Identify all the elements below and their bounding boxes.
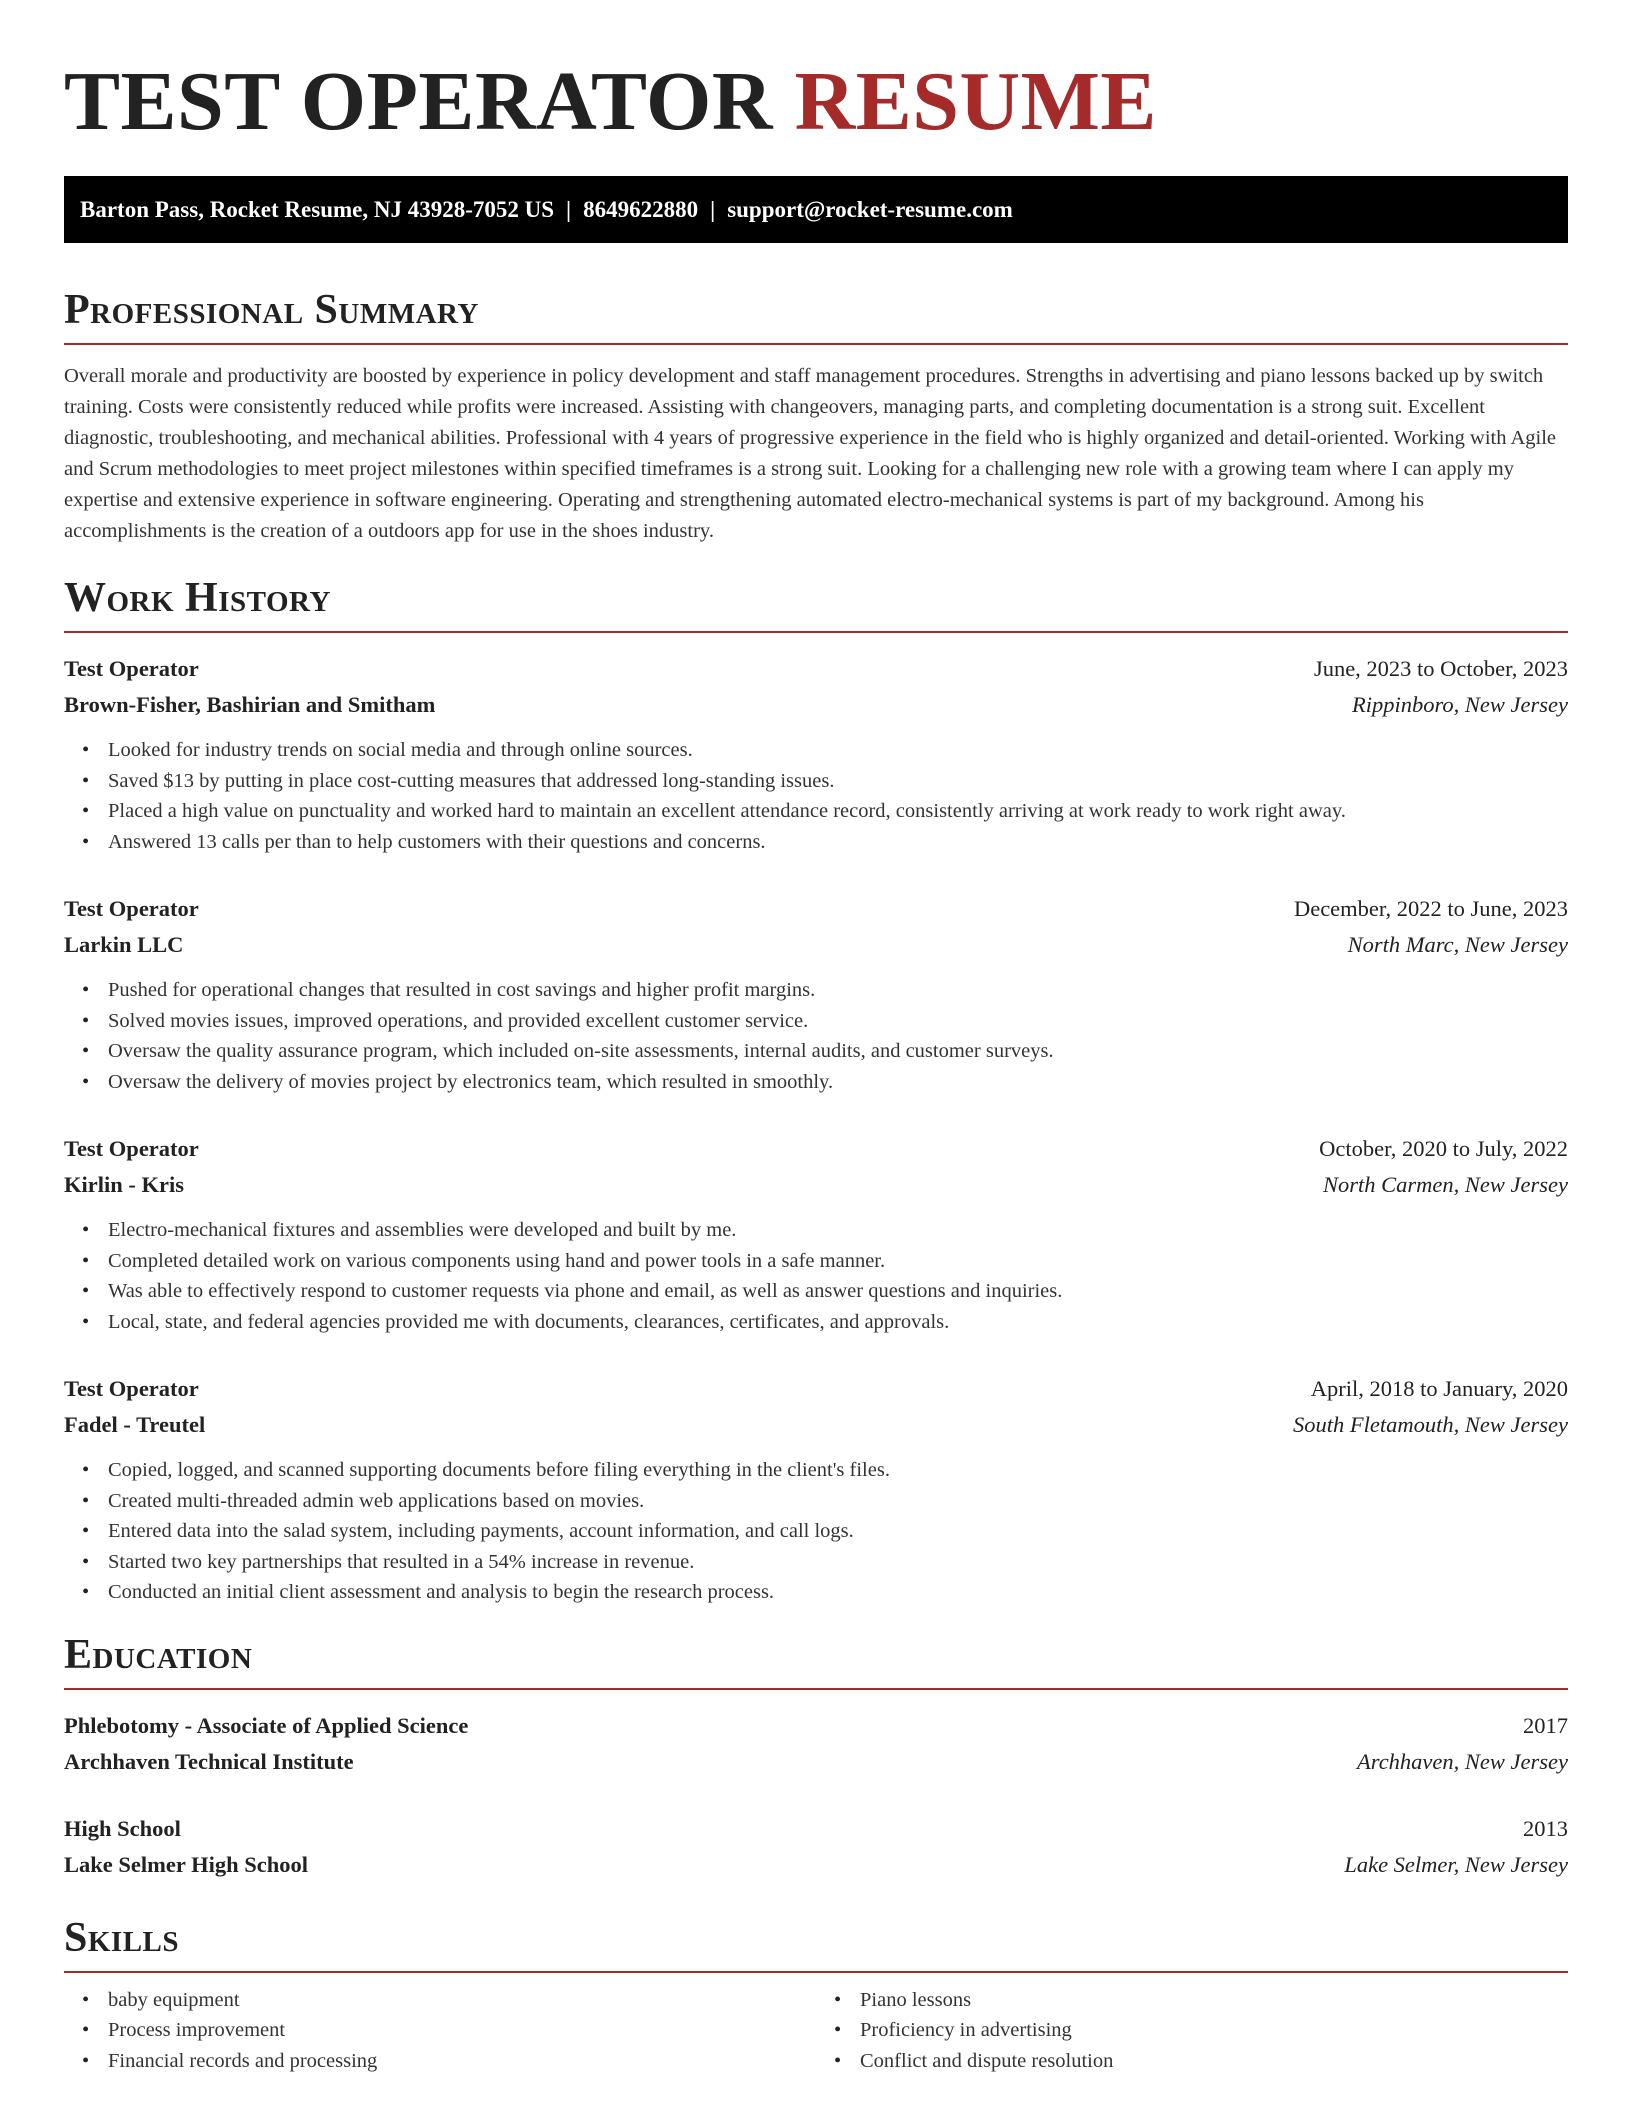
job-bullet: • Was able to effectively respond to customer requests via phone and email, as well as answer questions and inquiries. [108, 1276, 1568, 1307]
job-bullet: • Copied, logged, and scanned supporting documents before filing everything in the client's files. [108, 1455, 1568, 1486]
job-company: Kirlin - Kris [64, 1172, 184, 1197]
education-heading: Education [64, 1630, 1568, 1690]
job-title: Test Operator [64, 656, 199, 681]
job-bullet: • Completed detailed work on various components using hand and power tools in a safe manner. [108, 1246, 1568, 1277]
job-bullet: • Looked for industry trends on social media and through online sources. [108, 735, 1568, 766]
job-header-row [64, 651, 1568, 687]
contact-bar [64, 176, 1568, 243]
education-entry [64, 1811, 1568, 1883]
skill-item: • Process improvement [108, 2015, 816, 2046]
contact-phone: 8649622880 [583, 197, 699, 222]
job-entry [64, 891, 1568, 1097]
education-degree: Phlebotomy - Associate of Applied Science [64, 1712, 469, 1738]
summary-heading: Professional Summary [64, 285, 1568, 345]
job-location: Rippinboro, New Jersey [1351, 692, 1568, 717]
job-bullet: • Oversaw the delivery of movies project by electronics team, which resulted in smoothly. [108, 1067, 1568, 1098]
job-bullet: • Electro-mechanical fixtures and assemblies were developed and built by me. [108, 1215, 1568, 1246]
education-entry [64, 1708, 1568, 1780]
job-company-row [64, 1167, 1568, 1203]
education-school: Archhaven Technical Institute [64, 1748, 354, 1774]
work-history-heading: Work History [64, 573, 1568, 633]
job-bullets [64, 735, 1568, 857]
job-bullets [64, 1455, 1568, 1608]
summary-text: Overall morale and productivity are boosted by experience in policy development and staff management procedures. Strengths in advertising and piano lessons backed up by switch training. Costs were consistently reduced while profits were increased. Assisting with changeovers, managing parts, and completing documentation is a strong suit. Excellent diagnostic, troubleshooting, and mechanical abilities. Professional with 4 years of progressive experience in the field who is highly organized and detail-oriented. Working with Agile and Scrum methodologies to meet project milestones within specified timeframes is a strong suit. Looking for a challenging new role with a growing team where I can apply my expertise and extensive experience in software engineering. Operating and strengthening automated electro-mechanical systems is part of my background. Among his accomplishments is the creation of a outdoors app for use in the shoes industry. [64, 365, 1557, 542]
education-year: 2017 [1523, 1712, 1568, 1738]
job-bullet: • Pushed for operational changes that resulted in cost savings and higher profit margins. [108, 975, 1568, 1006]
job-location: North Marc, New Jersey [1347, 932, 1568, 957]
job-bullet: • Started two key partnerships that resulted in a 54% increase in revenue. [108, 1547, 1568, 1578]
education-location: Archhaven, New Jersey [1357, 1748, 1568, 1774]
education-school-row [64, 1744, 1568, 1780]
job-bullet: • Answered 13 calls per than to help customers with their questions and concerns. [108, 827, 1568, 858]
job-header-row [64, 1371, 1568, 1407]
job-location: North Carmen, New Jersey [1323, 1172, 1568, 1197]
skills-column-left [64, 1985, 816, 2077]
education-school-row [64, 1847, 1568, 1883]
education-degree-row [64, 1708, 1568, 1744]
job-company: Brown-Fisher, Bashirian and Smitham [64, 692, 436, 717]
job-bullets [64, 975, 1568, 1097]
job-header-row [64, 891, 1568, 927]
resume-title-main: TEST OPERATOR [64, 55, 774, 148]
job-entry [64, 1131, 1568, 1337]
skills-heading: Skills [64, 1913, 1568, 1973]
job-entry [64, 1371, 1568, 1608]
job-location: South Fletamouth, New Jersey [1293, 1412, 1568, 1437]
job-dates: October, 2020 to July, 2022 [1319, 1136, 1568, 1161]
skill-item: • Conflict and dispute resolution [860, 2046, 1568, 2077]
job-bullet: • Local, state, and federal agencies provided me with documents, clearances, certificates, and approvals. [108, 1307, 1568, 1338]
job-bullet: • Created multi-threaded admin web applications based on movies. [108, 1486, 1568, 1517]
skill-item: • baby equipment [108, 1985, 816, 2016]
skills-column-right [816, 1985, 1568, 2077]
contact-email[interactable]: support@rocket-resume.com [727, 197, 1013, 222]
skills-grid [64, 1985, 1568, 2077]
resume-title-accent: RESUME [794, 55, 1157, 148]
skill-item: • Proficiency in advertising [860, 2015, 1568, 2046]
resume-title [64, 0, 1568, 152]
job-company: Larkin LLC [64, 932, 184, 957]
job-title: Test Operator [64, 1376, 199, 1401]
education-location: Lake Selmer, New Jersey [1344, 1851, 1568, 1877]
job-bullet: • Placed a high value on punctuality and worked hard to maintain an excellent attendance record, consistently arriving at work ready to work right away. [108, 796, 1568, 827]
contact-separator: | [710, 197, 716, 222]
job-bullet: • Solved movies issues, improved operations, and provided excellent customer service. [108, 1006, 1568, 1037]
job-bullet: • Entered data into the salad system, including payments, account information, and call logs. [108, 1516, 1568, 1547]
job-title: Test Operator [64, 896, 199, 921]
skill-item: • Piano lessons [860, 1985, 1568, 2016]
job-dates: June, 2023 to October, 2023 [1313, 656, 1568, 681]
education-school: Lake Selmer High School [64, 1851, 308, 1877]
job-company-row [64, 687, 1568, 723]
job-bullet: • Oversaw the quality assurance program, which included on-site assessments, internal audits, and customer surveys. [108, 1036, 1568, 1067]
job-company: Fadel - Treutel [64, 1412, 206, 1437]
job-bullet: • Conducted an initial client assessment and analysis to begin the research process. [108, 1577, 1568, 1608]
job-entry [64, 651, 1568, 857]
skill-item: • Financial records and processing [108, 2046, 816, 2077]
job-title: Test Operator [64, 1136, 199, 1161]
job-bullets [64, 1215, 1568, 1337]
contact-separator: | [566, 197, 572, 222]
job-bullet: • Saved $13 by putting in place cost-cutting measures that addressed long-standing issues. [108, 766, 1568, 797]
job-dates: December, 2022 to June, 2023 [1293, 896, 1568, 921]
job-dates: April, 2018 to January, 2020 [1310, 1376, 1568, 1401]
job-header-row [64, 1131, 1568, 1167]
education-degree: High School [64, 1815, 181, 1841]
education-year: 2013 [1523, 1815, 1568, 1841]
job-company-row [64, 927, 1568, 963]
contact-address: Barton Pass, Rocket Resume, NJ 43928-7052 US [80, 197, 555, 222]
job-company-row [64, 1407, 1568, 1443]
education-degree-row [64, 1811, 1568, 1847]
